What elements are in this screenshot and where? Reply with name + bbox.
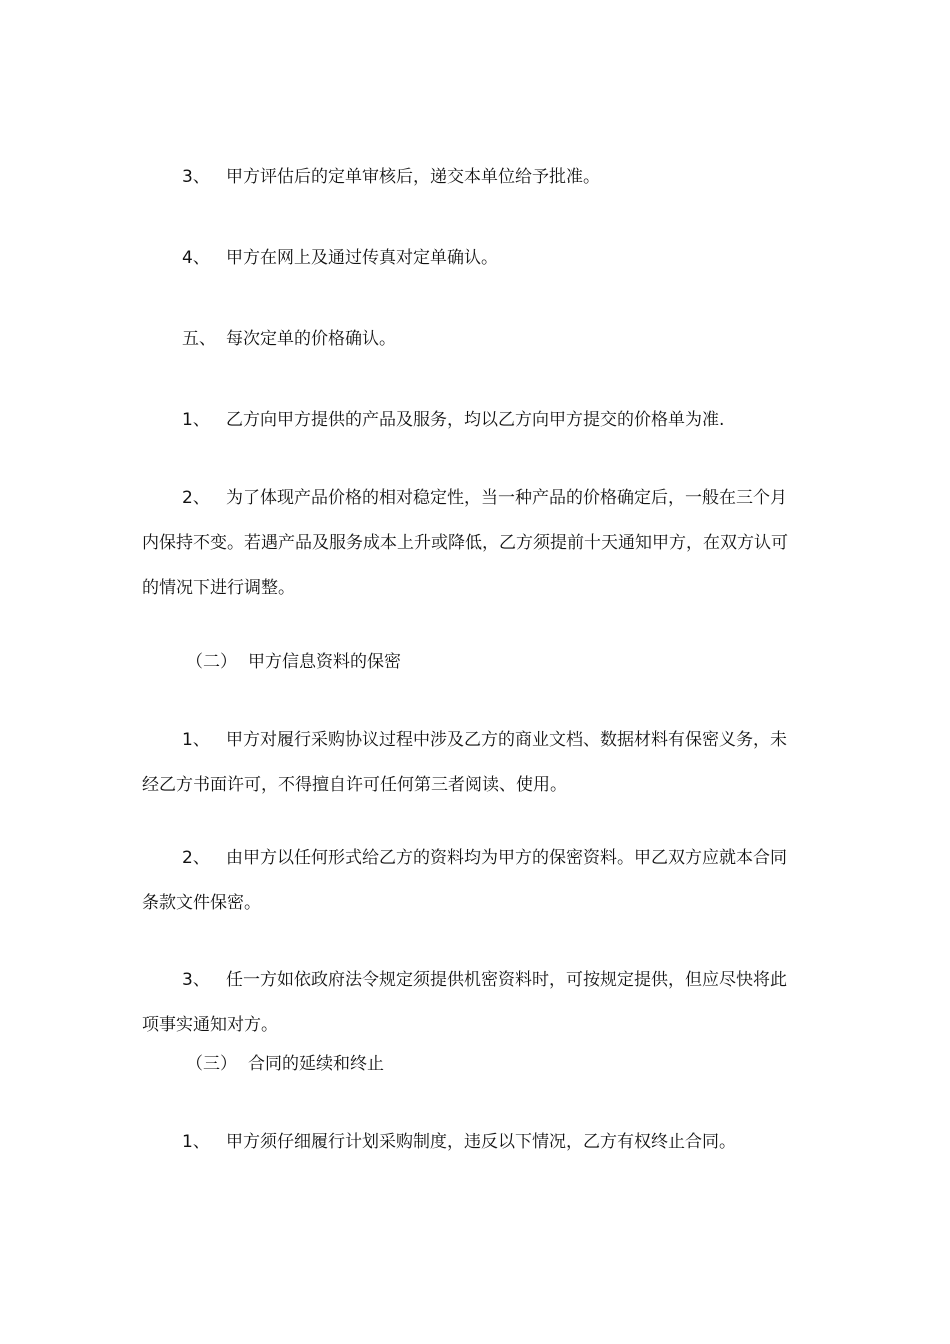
section-heading bbox=[142, 317, 802, 362]
clause-paragraph bbox=[142, 836, 802, 926]
clause-text: 甲方对履行采购协议过程中涉及乙方的商业文档、数据材料有保密义务，未经乙方书面许可，不得擅自许可任何第三者阅读、使用。 bbox=[142, 730, 787, 795]
clause-text: 甲方评估后的定单审核后，递交本单位给予批准。 bbox=[226, 167, 600, 187]
clause-paragraph bbox=[142, 958, 802, 1048]
clause-paragraph bbox=[142, 236, 802, 281]
clause-number: 1、 bbox=[182, 410, 210, 430]
section-title: 每次定单的价格确认。 bbox=[226, 329, 396, 349]
section-number: 五、 bbox=[182, 329, 216, 349]
subsection-number: （三） bbox=[186, 1054, 237, 1074]
clause-number: 2、 bbox=[182, 848, 210, 868]
clause-text: 乙方向甲方提供的产品及服务，均以乙方向甲方提交的价格单为准. bbox=[226, 410, 725, 430]
clause-text: 为了体现产品价格的相对稳定性，当一种产品的价格确定后，一般在三个月内保持不变。若遇产品及服务成本上升或降低，乙方须提前十天通知甲方，在双方认可的情况下进行调整。 bbox=[142, 488, 788, 598]
clause-text: 任一方如依政府法令规定须提供机密资料时，可按规定提供，但应尽快将此项事实通知对方。 bbox=[142, 970, 787, 1035]
clause-number: 1、 bbox=[182, 730, 210, 750]
clause-paragraph bbox=[142, 476, 802, 611]
clause-number: 1、 bbox=[182, 1132, 210, 1152]
subsection-heading bbox=[186, 640, 401, 685]
clause-number: 3、 bbox=[182, 970, 210, 990]
clause-paragraph bbox=[142, 718, 802, 808]
clause-text: 甲方须仔细履行计划采购制度，违反以下情况，乙方有权终止合同。 bbox=[226, 1132, 736, 1152]
clause-text: 甲方在网上及通过传真对定单确认。 bbox=[226, 248, 498, 268]
clause-number: 2、 bbox=[182, 488, 210, 508]
subsection-title: 合同的延续和终止 bbox=[248, 1054, 384, 1074]
clause-paragraph bbox=[142, 1120, 802, 1165]
clause-number: 3、 bbox=[182, 167, 210, 187]
subsection-heading bbox=[186, 1042, 384, 1087]
clause-paragraph bbox=[142, 155, 802, 200]
subsection-title: 甲方信息资料的保密 bbox=[248, 652, 401, 672]
subsection-number: （二） bbox=[186, 652, 237, 672]
clause-paragraph bbox=[142, 398, 802, 443]
clause-text: 由甲方以任何形式给乙方的资料均为甲方的保密资料。甲乙双方应就本合同条款文件保密。 bbox=[142, 848, 787, 913]
clause-number: 4、 bbox=[182, 248, 210, 268]
